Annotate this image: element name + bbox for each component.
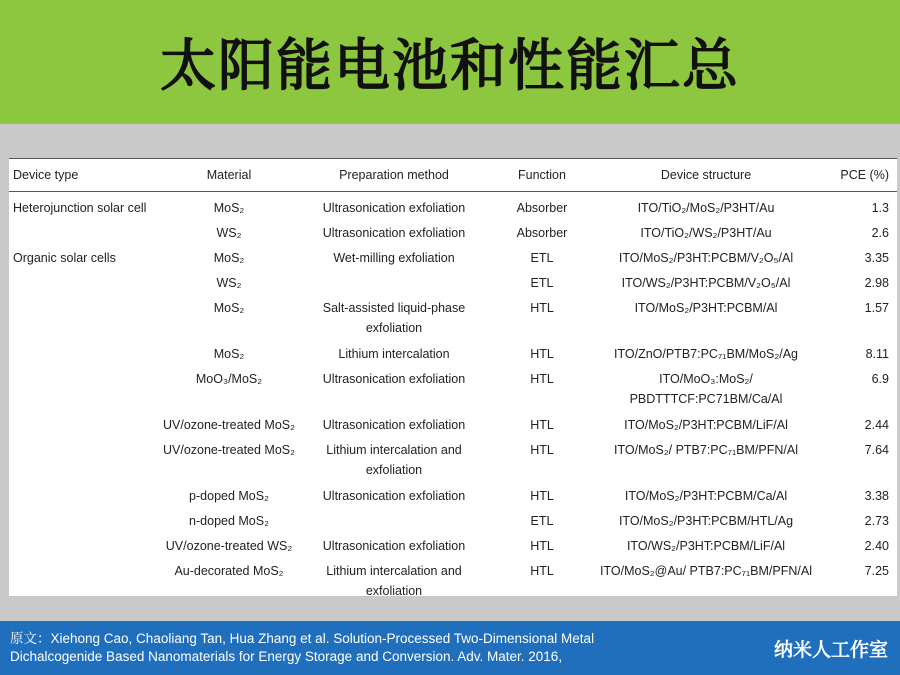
cell-structure: ITO/WS₂/P3HT:PCBM/V₂O₅/Al [621,276,791,290]
table-row [9,561,897,607]
cell-function: HTL [530,564,554,578]
cell-structure: ITO/MoS₂/ PTB7:PC₇₁BM/PFN/Al [613,443,798,457]
cell-pce: 3.38 [864,489,889,503]
table-row [9,344,897,369]
cell-function: Absorber [516,226,568,240]
column-header-material: Material [159,159,299,192]
table-row [9,223,897,248]
cell-device-type [9,440,159,486]
column-header-preparation-method: Preparation method [299,159,489,192]
cell-structure: ITO/MoS₂@Au/ PTB7:PC₇₁BM/PFN/Al [600,564,812,578]
cell-material: MoS₂ [213,201,245,215]
cell-material: WS₂ [216,276,242,290]
cell-device-type [9,298,159,344]
cell-material: n-doped MoS₂ [189,514,269,528]
cell-material: Au-decorated MoS₂ [174,564,284,578]
cell-structure: ITO/MoS₂/P3HT:PCBM/Ca/Al [624,489,788,503]
cell-function: HTL [530,539,554,553]
table-row [9,486,897,511]
cell-structure: ITO/MoS₂/P3HT:PCBM/Al [634,301,778,315]
table-row [9,440,897,486]
table-row [9,369,897,415]
cell-device-type [9,536,159,561]
cell-structure: ITO/TiO₂/MoS₂/P3HT/Au [637,201,775,215]
cell-pce: 2.98 [864,276,889,290]
cell-device-type [9,486,159,511]
cell-function: ETL [530,251,554,265]
cell-method [299,273,489,298]
cell-material: UV/ozone-treated WS₂ [165,539,293,553]
cell-device-type [9,561,159,607]
cell-pce: 3.35 [864,251,889,265]
cell-pce: 8.11 [865,347,889,361]
cell-method: Wet-milling exfoliation [333,251,455,265]
cell-function: Absorber [516,201,568,215]
cell-device-type [9,223,159,248]
table-row [9,298,897,344]
cell-device-type [9,273,159,298]
table-panel [9,158,897,596]
cell-material: WS₂ [216,226,242,240]
cell-structure: ITO/ZnO/PTB7:PC₇₁BM/MoS₂/Ag [613,347,798,361]
cell-pce: 1.3 [871,201,889,215]
cell-structure: ITO/MoS₂/P3HT:PCBM/V₂O₅/Al [618,251,794,265]
cell-method: Ultrasonication exfoliation [322,372,466,386]
title-banner [0,0,900,124]
cell-pce: 7.64 [864,443,889,457]
column-header-function: Function [489,159,595,192]
cell-device-type [9,415,159,440]
cell-pce: 7.25 [864,564,889,578]
page-title: 太阳能电池和性能汇总 [160,34,740,99]
cell-function: HTL [530,489,554,503]
table-row [9,511,897,536]
cell-structure: ITO/TiO₂/WS₂/P3HT/Au [640,226,772,240]
cell-method: Lithium intercalation and exfoliation [326,443,462,477]
cell-method: Ultrasonication exfoliation [322,418,466,432]
reference-line: Dichalcogenide Based Nanomaterials for Energy Storage and Conversion. Adv. Mater. 2016, [10,649,563,664]
cell-material: p-doped MoS₂ [189,489,269,503]
table-row [9,248,897,273]
cell-device-type [9,511,159,536]
table-header-row [9,159,897,192]
cell-device-type [9,369,159,415]
cell-structure: ITO/MoS₂/P3HT:PCBM/HTL/Ag [618,514,794,528]
cell-function: HTL [530,347,554,361]
cell-material: MoO₃/MoS₂ [195,372,263,386]
cell-method: Lithium intercalation and exfoliation [326,564,462,598]
cell-material: UV/ozone-treated MoS₂ [162,443,295,457]
cell-function: HTL [530,372,554,386]
cell-method: Ultrasonication exfoliation [322,226,466,240]
cell-pce: 2.6 [871,226,889,240]
table-row [9,273,897,298]
cell-material: MoS₂ [213,251,245,265]
cell-device-type [9,344,159,369]
cell-device-type: Organic solar cells [13,251,116,265]
cell-structure: ITO/MoS₂/P3HT:PCBM/LiF/Al [624,418,788,432]
column-header-device-structure: Device structure [595,159,817,192]
table-row [9,415,897,440]
cell-material: UV/ozone-treated MoS₂ [162,418,295,432]
cell-structure: ITO/WS₂/P3HT:PCBM/LiF/Al [626,539,786,553]
cell-method: Salt-assisted liquid-phase exfoliation [322,301,466,335]
column-header-device-type: Device type [9,159,159,192]
cell-function: HTL [530,443,554,457]
cell-pce: 2.40 [864,539,889,553]
table-row [9,192,897,224]
cell-device-type: Heterojunction solar cell [13,201,147,215]
reference-citation [10,630,730,666]
cell-function: ETL [530,276,554,290]
solar-cell-table [9,158,897,607]
table-row [9,536,897,561]
column-header-pce: PCE (%) [817,159,897,192]
cell-method: Ultrasonication exfoliation [322,539,466,553]
cell-function: ETL [530,514,554,528]
cell-method [299,511,489,536]
cell-pce: 6.9 [871,372,889,386]
cell-material: MoS₂ [213,301,245,315]
cell-pce: 2.73 [864,514,889,528]
brand-label: 纳米人工作室 [773,639,888,661]
cell-material: MoS₂ [213,347,245,361]
reference-line: 原文：Xiehong Cao, Chaoliang Tan, Hua Zhang et al. Solution-Processed Two-Dimensional Metal [10,631,595,646]
cell-function: HTL [530,301,554,315]
cell-method: Lithium intercalation [338,347,450,361]
cell-structure: ITO/MoO₃:MoS₂/ PBDTTTCF:PC71BM/Ca/Al [629,372,783,406]
cell-function: HTL [530,418,554,432]
footer-banner [0,621,900,675]
cell-method: Ultrasonication exfoliation [322,201,466,215]
cell-pce: 1.57 [864,301,889,315]
cell-pce: 2.44 [864,418,889,432]
cell-method: Ultrasonication exfoliation [322,489,466,503]
